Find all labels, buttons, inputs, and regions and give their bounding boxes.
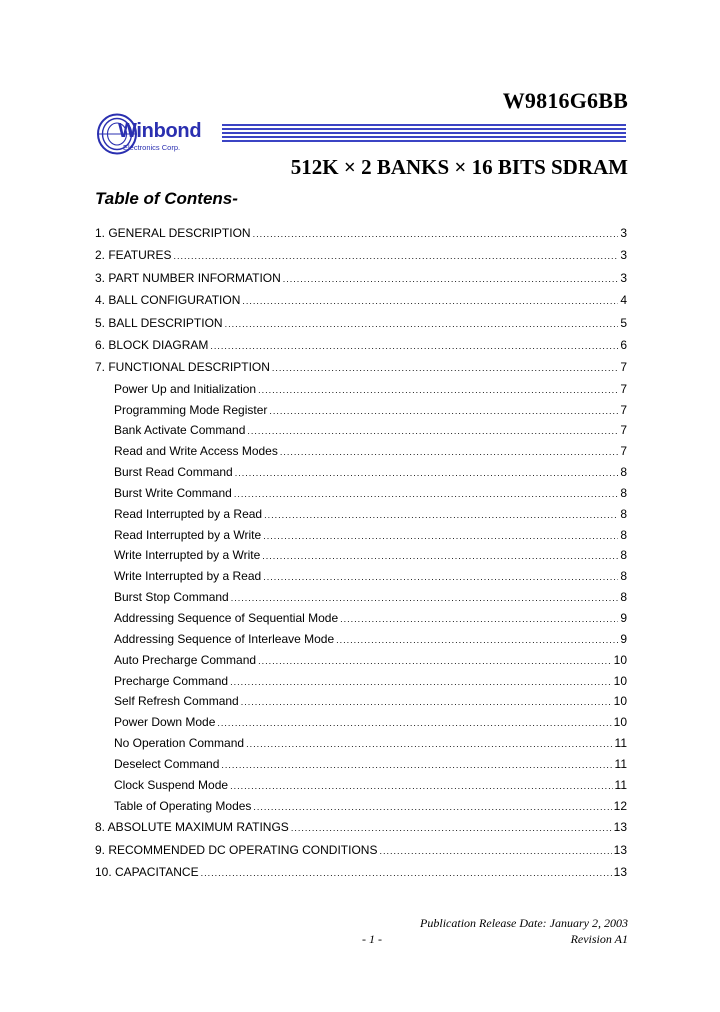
toc-entry[interactable]	[95, 289, 627, 311]
toc-entry-page: 13	[613, 820, 627, 835]
toc-dot-leader	[247, 421, 618, 442]
toc-entry-label: Auto Precharge Command	[114, 652, 257, 667]
logo-subtitle: Electronics Corp.	[123, 143, 181, 152]
toc-entry-label: 7. FUNCTIONAL DESCRIPTION	[95, 360, 270, 375]
toc-entry-label: Addressing Sequence of Sequential Mode	[114, 611, 339, 626]
toc-entry-page: 10	[613, 652, 627, 667]
toc-entry-page: 3	[620, 226, 627, 240]
toc-entry-label: Read and Write Access Modes	[114, 444, 278, 459]
toc-entry-label: Burst Read Command	[114, 465, 233, 480]
toc-entry[interactable]	[95, 608, 627, 629]
toc-entry[interactable]	[95, 839, 627, 861]
toc-entry-page: 8	[620, 465, 627, 480]
toc-entry-page: 8	[620, 527, 627, 542]
toc-entry-page: 9	[620, 611, 627, 626]
toc-entry-label: Burst Stop Command	[114, 590, 229, 605]
toc-entry-page: 7	[620, 381, 627, 396]
toc-dot-leader	[246, 734, 612, 755]
page-number: - 1 -	[362, 932, 382, 946]
winbond-logo	[97, 113, 217, 155]
toc-entry[interactable]	[95, 775, 627, 796]
toc-dot-leader	[253, 223, 619, 245]
toc-entry[interactable]	[95, 566, 627, 587]
toc-entry-label: Clock Suspend Mode	[114, 777, 229, 792]
toc-entry[interactable]	[95, 545, 627, 566]
toc-entry-label: 10. CAPACITANCE	[95, 865, 199, 880]
toc-entry-page: 9	[620, 631, 627, 646]
toc-entry[interactable]	[95, 816, 627, 838]
toc-entry-label: 2. FEATURES	[95, 248, 172, 263]
toc-entry-label: Write Interrupted by a Read	[114, 569, 262, 584]
toc-entry-page: 5	[620, 315, 627, 330]
toc-dot-leader	[231, 588, 619, 609]
toc-dot-leader	[336, 630, 618, 651]
toc-entry-page: 13	[613, 842, 627, 857]
part-number: W9816G6BB	[502, 88, 628, 113]
toc-dot-leader	[253, 797, 611, 818]
toc-dot-leader	[280, 442, 618, 463]
toc-dot-leader	[291, 817, 612, 839]
toc-entry-label: Write Interrupted by a Write	[114, 548, 261, 563]
toc-entry-label: 1. GENERAL DESCRIPTION	[95, 226, 251, 240]
toc-entry[interactable]	[95, 712, 627, 733]
toc-entry[interactable]	[95, 733, 627, 754]
toc-entry[interactable]	[95, 483, 627, 504]
toc-entry[interactable]	[95, 244, 627, 266]
toc-dot-leader	[234, 484, 619, 505]
toc-dot-leader	[263, 526, 618, 547]
toc-entry[interactable]	[95, 754, 627, 775]
toc-entry[interactable]	[95, 629, 627, 650]
toc-dot-leader	[379, 840, 611, 862]
toc-entry-label: Burst Write Command	[114, 485, 232, 500]
toc-dot-leader	[230, 672, 612, 693]
toc-dot-leader	[242, 290, 618, 312]
toc-entry-page: 7	[620, 402, 627, 417]
toc-entry[interactable]	[95, 400, 627, 421]
toc-dot-leader	[210, 335, 618, 357]
toc-entry-label: Power Down Mode	[114, 715, 216, 730]
toc-entry-label: 3. PART NUMBER INFORMATION	[95, 270, 281, 285]
toc-entry-page: 8	[620, 548, 627, 563]
toc-entry-label: 9. RECOMMENDED DC OPERATING CONDITIONS	[95, 842, 378, 857]
toc-dot-leader	[217, 713, 611, 734]
toc-entry[interactable]	[95, 312, 627, 334]
toc-entry-page: 8	[620, 506, 627, 521]
toc-dot-leader	[264, 505, 618, 526]
toc-entry[interactable]	[95, 356, 627, 378]
toc-entry[interactable]	[95, 267, 627, 289]
document-title: 512K × 2 BANKS × 16 BITS SDRAM	[290, 155, 628, 179]
toc-entry-page: 12	[613, 798, 627, 813]
toc-entry-label: 5. BALL DESCRIPTION	[95, 315, 223, 330]
toc-entry-page: 11	[614, 777, 627, 792]
toc-entry-page: 11	[614, 756, 627, 771]
toc-entry-page: 8	[620, 569, 627, 584]
toc-entry[interactable]	[95, 334, 627, 356]
toc-entry-label: No Operation Command	[114, 736, 245, 751]
toc-entry-label: 4. BALL CONFIGURATION	[95, 293, 241, 308]
toc-dot-leader	[283, 268, 619, 290]
toc-entry-label: Programming Mode Register	[114, 402, 268, 417]
toc-entry-page: 6	[620, 337, 627, 352]
toc-entry[interactable]	[95, 650, 627, 671]
logo-wordmark: Winbond	[118, 120, 202, 142]
toc-dot-leader	[340, 609, 618, 630]
toc-entry-label: Table of Operating Modes	[114, 798, 252, 813]
toc-dot-leader	[201, 862, 612, 884]
toc-entry-label: Self Refresh Command	[114, 694, 239, 709]
toc-dot-leader	[262, 546, 618, 567]
toc-dot-leader	[221, 755, 612, 776]
toc-dot-leader	[258, 380, 618, 401]
toc-entry-page: 3	[620, 270, 627, 285]
toc-entry[interactable]	[95, 441, 627, 462]
toc-entry[interactable]	[95, 462, 627, 483]
toc-entry-page: 7	[620, 360, 627, 375]
header-rule-lines	[222, 124, 626, 144]
toc-entry-page: 8	[620, 485, 627, 500]
toc-entry-page: 7	[620, 444, 627, 459]
toc-entry-page: 8	[620, 590, 627, 605]
toc-entry[interactable]	[95, 504, 627, 525]
table-of-contents	[95, 222, 627, 884]
toc-entry-label: Precharge Command	[114, 673, 229, 688]
toc-entry[interactable]	[95, 525, 627, 546]
toc-entry-label: Read Interrupted by a Write	[114, 527, 262, 542]
toc-entry-label: Bank Activate Command	[114, 423, 246, 438]
toc-dot-leader	[272, 357, 618, 379]
toc-entry-label: Power Up and Initialization	[114, 381, 257, 396]
toc-dot-leader	[269, 401, 618, 422]
toc-dot-leader	[225, 313, 619, 335]
revision-label: Revision A1	[570, 932, 628, 946]
toc-entry[interactable]	[95, 420, 627, 441]
toc-entry-page: 10	[613, 694, 627, 709]
toc-entry-label: 8. ABSOLUTE MAXIMUM RATINGS	[95, 820, 289, 835]
toc-entry-label: Read Interrupted by a Read	[114, 506, 263, 521]
toc-entry-page: 11	[614, 736, 627, 751]
toc-entry[interactable]	[95, 222, 627, 244]
toc-dot-leader	[241, 692, 612, 713]
toc-dot-leader	[230, 776, 612, 797]
toc-entry-page: 13	[613, 865, 627, 880]
toc-heading: Table of Contens-	[95, 189, 238, 208]
publication-date: Publication Release Date: January 2, 2003	[420, 916, 628, 930]
toc-entry-page: 10	[613, 673, 627, 688]
toc-entry[interactable]	[95, 796, 627, 817]
toc-entry[interactable]	[95, 671, 627, 692]
toc-entry-page: 7	[620, 423, 627, 438]
toc-entry-label: 6. BLOCK DIAGRAM	[95, 337, 209, 352]
toc-dot-leader	[173, 245, 618, 267]
toc-dot-leader	[258, 651, 612, 672]
toc-entry-page: 3	[620, 248, 627, 263]
toc-entry[interactable]	[95, 379, 627, 400]
toc-entry-label: Deselect Command	[114, 756, 220, 771]
toc-entry[interactable]	[95, 587, 627, 608]
toc-entry-page: 10	[613, 715, 627, 730]
toc-entry[interactable]	[95, 861, 627, 883]
toc-entry-label: Addressing Sequence of Interleave Mode	[114, 631, 335, 646]
toc-dot-leader	[263, 567, 618, 588]
toc-dot-leader	[235, 463, 619, 484]
toc-entry-page: 4	[620, 293, 627, 308]
toc-entry[interactable]	[95, 691, 627, 712]
